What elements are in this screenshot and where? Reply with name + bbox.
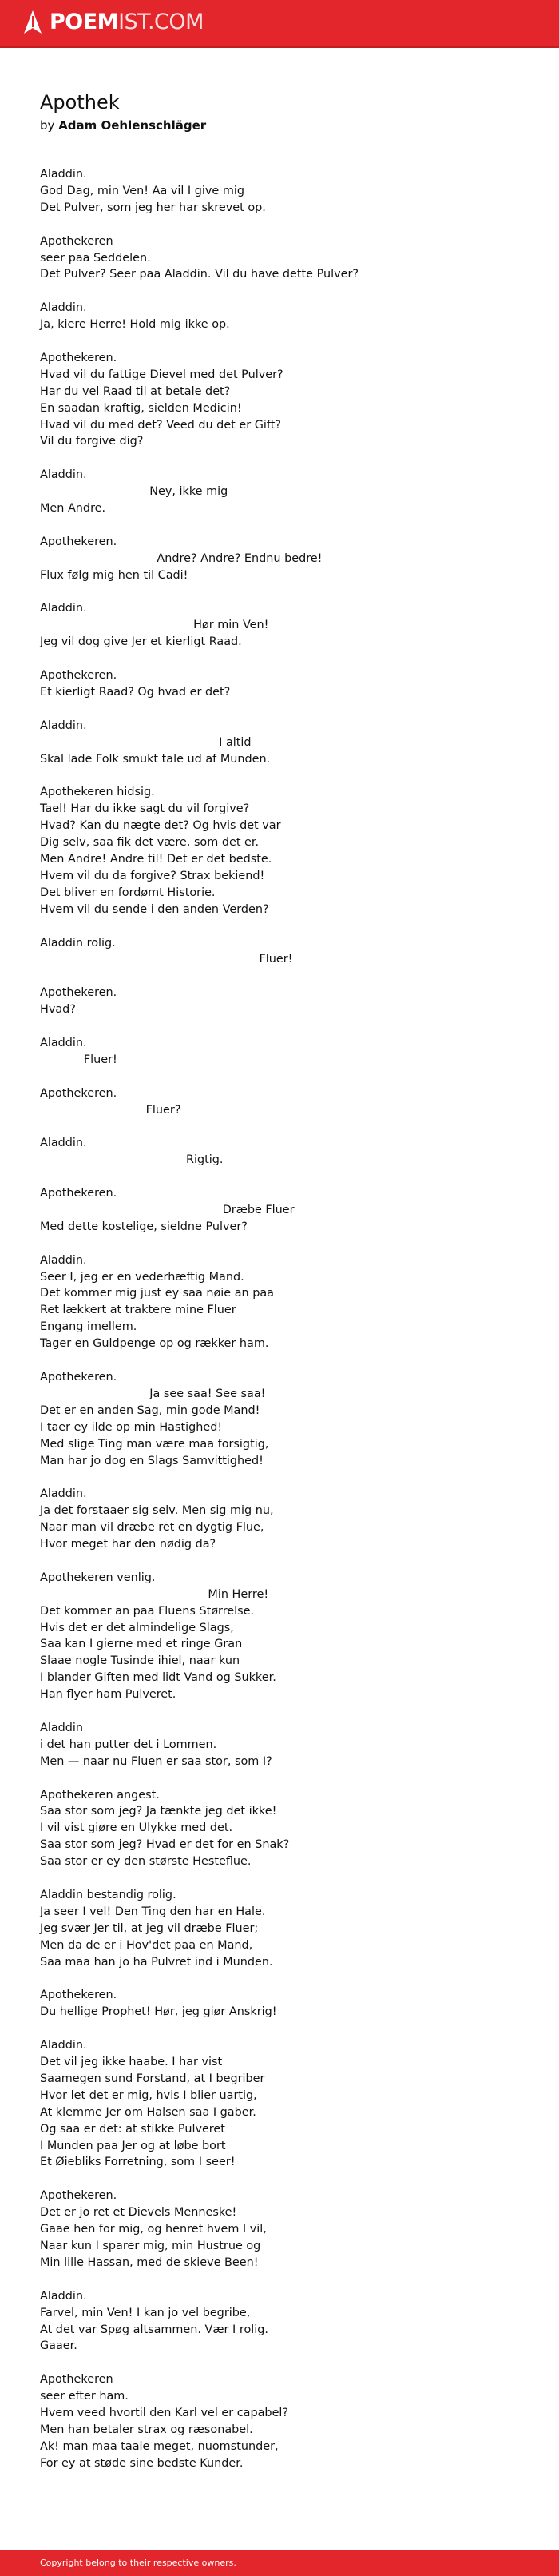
poem-line: Aladdin. <box>40 1253 87 1267</box>
poem-body <box>40 166 527 2472</box>
poem-line: Jeg vil dog give Jer et kierligt Raad. <box>40 635 242 649</box>
poem-stanza <box>40 1369 527 1469</box>
poem-line: seer efter ham. <box>40 2390 129 2403</box>
poem-line: Apothekeren. <box>40 1370 117 1384</box>
poem-line: Du hellige Prophet! Hør, jeg giør Anskrig! <box>40 2005 277 2019</box>
poem-line: Aladdin rolig. <box>40 936 116 950</box>
poem-line: Engang imellem. <box>40 1320 137 1334</box>
poem-title: Apothek <box>40 91 120 113</box>
poem-line: Apothekeren hidsig. <box>40 786 155 799</box>
poem-stanza <box>40 2037 527 2171</box>
poem-line: Aladdin. <box>40 301 87 315</box>
poem-line: Men da de er i Hov'det paa en Mand, <box>40 1938 253 1952</box>
poem-line: Dræbe Fluer <box>40 1203 295 1216</box>
poem-line: Gaae hen for mig, og henret hvem I vil, <box>40 2223 267 2236</box>
poem-stanza <box>40 1252 527 1352</box>
poem-line: Aladdin. <box>40 1036 87 1049</box>
poem-line: Ney, ikke mig <box>40 485 228 499</box>
poem-line: Hvad? <box>40 1003 76 1017</box>
poem-line: Det er en anden Sag, min gode Mand! <box>40 1403 260 1417</box>
poem-line: Fluer! <box>40 953 293 966</box>
poem-stanza <box>40 1720 527 1770</box>
poem-stanza <box>40 784 527 918</box>
poem-line: Ja seer I vel! Den Ting den har en Hale. <box>40 1905 266 1918</box>
poem-stanza <box>40 1486 527 1553</box>
poem-line: Apothekeren angest. <box>40 1788 160 1802</box>
poem-line: Saa stor som jeg? Hvad er det for en Snak? <box>40 1838 290 1852</box>
poem-stanza <box>40 1787 527 1871</box>
poem-stanza <box>40 2188 527 2271</box>
logo-text <box>50 10 204 35</box>
poem-line: Har du vel Raad til at betale det? <box>40 384 231 398</box>
poem-stanza <box>40 350 527 450</box>
poem-line: Andre? Andre? Endnu bedre! <box>40 551 323 565</box>
poem-line: Hvem vil du sende i den anden Verden? <box>40 902 269 916</box>
poem-line: At klemme Jer om Halsen saa I gaber. <box>40 2105 256 2119</box>
poem-stanza <box>40 718 527 768</box>
poem-line: Min lille Hassan, med de skieve Been! <box>40 2255 259 2269</box>
poem-line: Et Øiebliks Forretning, som I seer! <box>40 2156 236 2169</box>
poem-line: Apothekeren. <box>40 1989 117 2002</box>
poem-line: For ey at støde sine bedste Kunder. <box>40 2456 244 2470</box>
poem-line: Apothekeren. <box>40 1187 117 1200</box>
poem-stanza <box>40 1085 527 1119</box>
poem-line: Apothekeren <box>40 2373 113 2387</box>
poem-stanza <box>40 1570 527 1703</box>
poem-line: Hvem veed hvortil den Karl vel er capabel? <box>40 2407 289 2420</box>
poem-line: Naar kun I sparer mig, min Hustrue og <box>40 2239 261 2252</box>
poem-line: I altid <box>40 735 252 749</box>
poem-line: Aladdin. <box>40 2039 87 2052</box>
poem-line: Apothekeren. <box>40 535 117 548</box>
byline-prefix: by <box>40 118 55 133</box>
poem-line: Det er jo ret et Dievels Menneske! <box>40 2206 237 2220</box>
copyright-text: Copyright belong to their respective owners. <box>40 2558 236 2568</box>
poem-line: En saadan kraftig, sielden Medicin! <box>40 401 242 415</box>
poem-line: Hvad vil du med det? Veed du det er Gift? <box>40 418 281 432</box>
poem-stanza <box>40 985 527 1018</box>
poem-line: Apothekeren. <box>40 2189 117 2203</box>
poem-stanza <box>40 2371 527 2471</box>
poem-line: Aladdin. <box>40 2289 87 2303</box>
poem-line: Saa stor som jeg? Ja tænkte jeg det ikke! <box>40 1805 277 1818</box>
poem-line: Hvad? Kan du nægte det? Og hvis det var <box>40 819 281 833</box>
poem-line: Seer I, jeg er en vederhæftig Mand. <box>40 1270 244 1284</box>
poem-line: Det vil jeg ikke haabe. I har vist <box>40 2056 223 2069</box>
poem-line: Hvor meget har den nødig da? <box>40 1538 216 1551</box>
poem-line: Hør min Ven! <box>40 619 269 632</box>
poem-stanza <box>40 166 527 217</box>
poem-line: i det han putter det i Lommen. <box>40 1738 217 1751</box>
poem-line: Men Andre! Andre til! Det er det bedste. <box>40 853 272 866</box>
poem-line: Aladdin bestandig rolig. <box>40 1889 176 1901</box>
poem-stanza <box>40 534 527 584</box>
poem-line: Aladdin. <box>40 468 87 482</box>
poem-line: Aladdin. <box>40 719 87 732</box>
poem-line: Med dette kostelige, sieldne Pulver? <box>40 1220 248 1233</box>
poem-line: Tael! Har du ikke sagt du vil forgive? <box>40 802 250 816</box>
poem-line: Flux følg mig hen til Cadi! <box>40 568 188 582</box>
logo-text-strong: POEM <box>50 10 119 34</box>
poem-stanza <box>40 667 527 701</box>
site-header <box>0 0 559 48</box>
poem-line: Rigtig. <box>40 1153 224 1167</box>
poem-line: Og saa er det: at stikke Pulveret <box>40 2122 225 2136</box>
poem-line: Saa maa han jo ha Pulvret ind i Munden. <box>40 1955 273 1969</box>
poem-stanza <box>40 1185 527 1236</box>
poem-line: Apothekeren. <box>40 669 117 683</box>
poem-line: I vil vist giøre en Ulykke med det. <box>40 1822 233 1835</box>
poem-line: Man har jo dog en Slags Samvittighed! <box>40 1454 264 1467</box>
poem-line: Apothekeren <box>40 234 113 248</box>
poem-line: Med slige Ting man være maa forsigtig, <box>40 1437 269 1451</box>
poem-line: Det Pulver, som jeg her har skrevet op. <box>40 201 266 214</box>
poem-line: Det Pulver? Seer paa Aladdin. Vil du have dette Pulver? <box>40 268 359 281</box>
poem-stanza <box>40 300 527 333</box>
logo-text-light: IST.COM <box>118 10 204 34</box>
poem-line: Naar man vil dræbe ret en dygtig Flue, <box>40 1521 264 1535</box>
poem-line: Men — naar nu Fluen er saa stor, som I? <box>40 1754 272 1768</box>
poem-line: seer paa Seddelen. <box>40 251 151 265</box>
poem-stanza <box>40 2288 527 2355</box>
poem-line: Ak! man maa taale meget, nuomstunder, <box>40 2439 279 2453</box>
poem-line: Apothekeren. <box>40 986 117 1000</box>
poem-line: Apothekeren. <box>40 1086 117 1100</box>
poem-line: I blander Giften med lidt Vand og Sukker. <box>40 1671 276 1685</box>
poem-line: Hvem vil du da forgive? Strax bekiend! <box>40 869 265 882</box>
poem-line: Aladdin. <box>40 168 87 181</box>
poem-line: Saa stor er ey den største Hesteflue. <box>40 1855 252 1869</box>
poem-line: Han flyer ham Pulveret. <box>40 1688 176 1702</box>
poem-line: Ja, kiere Herre! Hold mig ikke op. <box>40 318 230 332</box>
poem-line: Aladdin <box>40 1721 84 1734</box>
poem-stanza <box>40 600 527 651</box>
poem-line: Men Andre. <box>40 502 106 516</box>
poem-line: Vil du forgive dig? <box>40 435 144 448</box>
poem-line: Jeg svær Jer til, at jeg vil dræbe Fluer; <box>40 1921 259 1935</box>
poem-stanza <box>40 1887 527 1971</box>
poem-line: Ja see saa! See saa! <box>40 1387 266 1400</box>
poem-line: At det var Spøg altsammen. Vær I rolig. <box>40 2323 268 2336</box>
byline <box>40 117 527 134</box>
poem-stanza <box>40 935 527 969</box>
poem-line: Fluer? <box>40 1103 181 1117</box>
poem-line: Saamegen sund Forstand, at I begriber <box>40 2072 265 2085</box>
author-name[interactable]: Adam Oehlenschläger <box>58 118 207 133</box>
poem-line: Dig selv, saa fik det være, som det er. <box>40 836 260 850</box>
poem-stanza <box>40 1035 527 1069</box>
poem-line: I Munden paa Jer og at løbe bort <box>40 2139 226 2152</box>
poem-line: Gaaer. <box>40 2339 77 2353</box>
poem-line: Fluer! <box>40 1053 117 1066</box>
poem-line: Apothekeren venlig. <box>40 1571 156 1584</box>
poem-line: Apothekeren. <box>40 351 117 364</box>
quill-pen-icon <box>22 10 43 35</box>
poem-line: Hvis det er det almindelige Slags, <box>40 1621 234 1634</box>
poem-line: Saa kan I gierne med et ringe Gran <box>40 1638 243 1651</box>
poem-line: Hvad vil du fattige Dievel med det Pulver? <box>40 368 283 381</box>
site-logo[interactable] <box>22 10 204 35</box>
poem-line: Aladdin. <box>40 1487 87 1501</box>
poem-line: Farvel, min Ven! I kan jo vel begribe, <box>40 2306 251 2319</box>
poem-line: Aladdin. <box>40 1137 87 1150</box>
poem-line: God Dag, min Ven! Aa vil I give mig <box>40 184 244 197</box>
poem-line: Men han betaler strax og ræsonabel. <box>40 2423 253 2436</box>
poem-stanza <box>40 1987 527 2021</box>
poem-stanza <box>40 1135 527 1169</box>
poem-line: Skal lade Folk smukt tale ud af Munden. <box>40 752 271 766</box>
poem-stanza <box>40 467 527 517</box>
poem-line: Tager en Guldpenge op og rækker ham. <box>40 1337 269 1351</box>
poem-line: Et kierligt Raad? Og hvad er det? <box>40 685 231 699</box>
poem-line: Hvor let det er mig, hvis I blier uartig, <box>40 2088 257 2102</box>
poem-content <box>40 90 527 2489</box>
site-footer <box>0 2550 559 2576</box>
poem-line: Det bliver en fordømt Historie. <box>40 886 216 899</box>
poem-line: Ret lækkert at traktere mine Fluer <box>40 1304 236 1317</box>
poem-line: Aladdin. <box>40 602 87 615</box>
poem-line: Det kommer mig just ey saa nøie an paa <box>40 1287 275 1300</box>
poem-line: Ja det forstaaer sig selv. Men sig mig nu, <box>40 1504 274 1518</box>
poem-stanza <box>40 233 527 284</box>
poem-line: Det kommer an paa Fluens Størrelse. <box>40 1604 255 1618</box>
poem-line: Min Herre! <box>40 1587 269 1601</box>
poem-line: I taer ey ilde op min Hastighed! <box>40 1420 223 1434</box>
poem-line: Slaae nogle Tusinde ihiel, naar kun <box>40 1654 240 1668</box>
